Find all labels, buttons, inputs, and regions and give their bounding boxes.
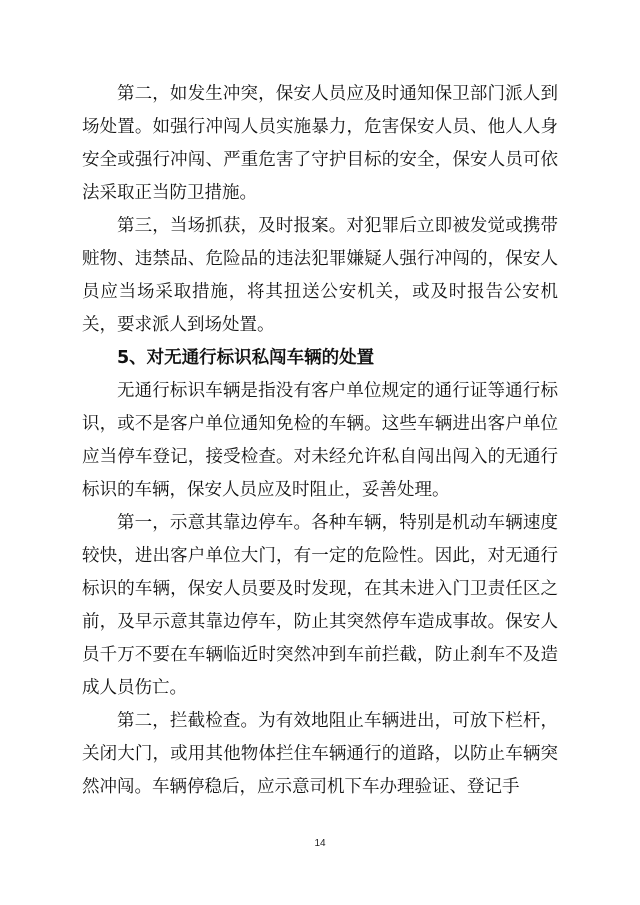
paragraph-capture-and-report: 第三，当场抓获，及时报案。对犯罪后立即被发觉或携带赃物、违禁品、危险品的违法犯罪嫌疑人强行冲闯的，保安人员应当场采取措施，将其扭送公安机关，或及时报告公安机关，要求派人到场处置。 (82, 216, 558, 335)
paragraph-intercept-inspection: 第二，拦截检查。为有效地阻止车辆进出，可放下栏杆，关闭大门，或用其他物体拦住车辆通行的道路，以防止车辆突然冲闯。车辆停稳后，应示意司机下车办理验证、登记手 (82, 711, 558, 797)
section-heading-unauthorized-vehicles: 5、对无通行标识私闯车辆的处置 (117, 348, 375, 368)
paragraph-vehicle-definition: 无通行标识车辆是指没有客户单位规定的通行证等通行标识，或不是客户单位通知免检的车辆。这些车辆进出客户单位应当停车登记，接受检查。对未经允许私自闯出闯入的无通行标识的车辆，保安人员应及时阻止，妥善处理。 (82, 381, 558, 500)
page-number: 14 (314, 838, 326, 849)
paragraph-conflict-handling: 第二，如发生冲突，保安人员应及时通知保卫部门派人到场处置。如强行冲闯人员实施暴力，危害保安人员、他人人身安全或强行冲闯、严重危害了守护目标的安全，保安人员可依法采取正当防卫措施。 (82, 84, 558, 203)
document-body (82, 78, 558, 804)
paragraph-signal-to-stop: 第一，示意其靠边停车。各种车辆，特别是机动车辆速度较快，进出客户单位大门，有一定的危险性。因此，对无通行标识的车辆，保安人员要及时发现，在其未进入门卫责任区之前，及早示意其靠边停车，防止其突然停车造成事故。保安人员千万不要在车辆临近时突然冲到车前拦截，防止刹车不及造成人员伤亡。 (82, 513, 558, 698)
